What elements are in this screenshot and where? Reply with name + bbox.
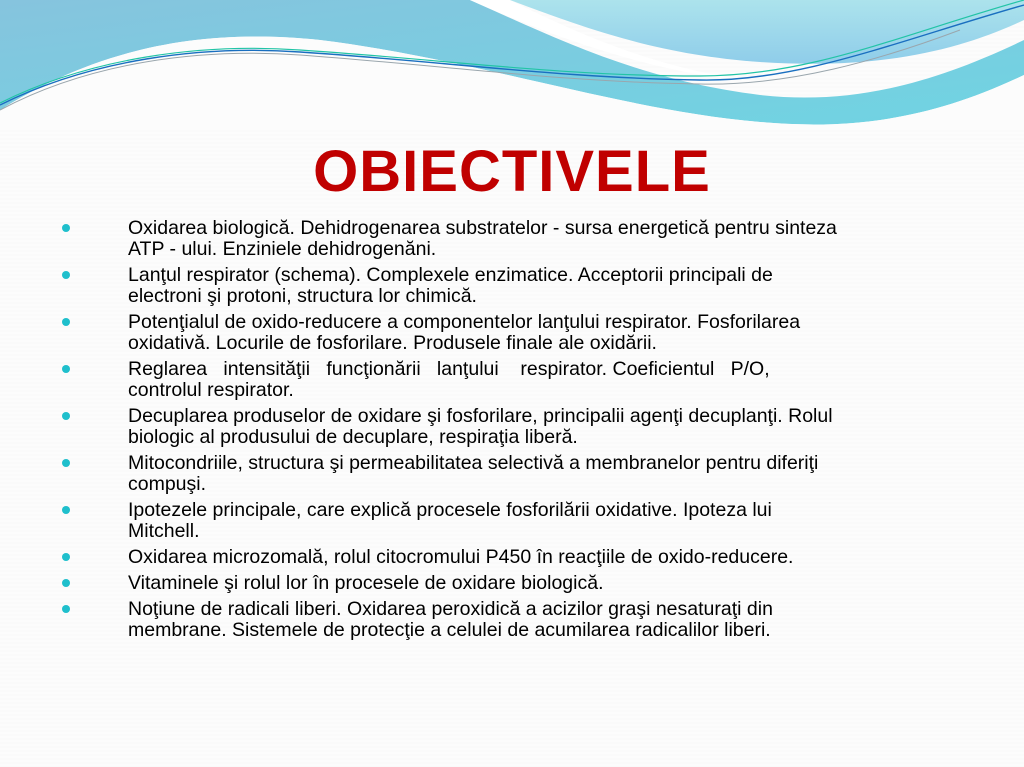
list-item [60, 218, 970, 260]
list-item [60, 547, 970, 568]
header-wave-decoration [0, 0, 1024, 130]
bullet-icon [62, 412, 70, 420]
list-item-line: Oxidarea biologică. Dehidrogenarea substratelor - sursa energetică pentru sinteza [128, 217, 837, 239]
bullet-icon [62, 318, 70, 326]
list-item-line: Reglarea intensităţii funcţionării lanţului respirator. Coeficientul P/O, [128, 358, 770, 380]
list-item-line: ATP - ului. Enziniele dehidrogenăni. [128, 238, 437, 260]
list-item-line: Mitchell. [128, 520, 200, 542]
list-item-line: Potenţialul de oxido-reducere a componentelor lanţului respirator. Fosforilarea [128, 311, 801, 333]
bullet-icon [62, 459, 70, 467]
bullet-icon [62, 605, 70, 613]
bullet-icon [62, 506, 70, 514]
list-item [60, 359, 970, 401]
list-item-line: Noţiune de radicali liberi. Oxidarea peroxidică a acizilor graşi nesaturaţi din [128, 598, 773, 620]
list-item [60, 599, 970, 641]
list-item-line: oxidativă. Locurile de fosforilare. Produsele finale ale oxidării. [128, 332, 657, 354]
list-item-line: Decuplarea produselor de oxidare şi fosforilare, principalii agenţi decuplanţi. Rolul [128, 405, 833, 427]
list-item [60, 573, 970, 594]
bullet-icon [62, 553, 70, 561]
objectives-list [60, 218, 970, 646]
list-item-line: electroni şi protoni, structura lor chimică. [128, 285, 477, 307]
list-item-line: Mitocondriile, structura şi permeabilitatea selectivă a membranelor pentru diferiţi [128, 452, 819, 474]
list-item-line: Vitaminele şi rolul lor în procesele de oxidare biologică. [128, 572, 604, 594]
slide-title: OBIECTIVELE [313, 139, 711, 204]
bullet-icon [62, 271, 70, 279]
list-item-line: Lanţul respirator (schema). Complexele enzimatice. Acceptorii principali de [128, 264, 773, 286]
list-item [60, 312, 970, 354]
list-item-line: Oxidarea microzomală, rolul citocromului P450 în reacţiile de oxido-reducere. [128, 546, 794, 568]
list-item-line: compuşi. [128, 473, 207, 495]
list-item-line: controlul respirator. [128, 379, 294, 401]
bullet-icon [62, 579, 70, 587]
list-item [60, 453, 970, 495]
list-item [60, 500, 970, 542]
bullet-icon [62, 224, 70, 232]
bullet-icon [62, 365, 70, 373]
list-item [60, 265, 970, 307]
list-item-line: membrane. Sistemele de protecţie a celulei de acumilarea radicalilor liberi. [128, 619, 771, 641]
list-item-line: biologic al produsului de decuplare, respiraţia liberă. [128, 426, 578, 448]
list-item [60, 406, 970, 448]
list-item-line: Ipotezele principale, care explică procesele fosforilării oxidative. Ipoteza lui [128, 499, 772, 521]
